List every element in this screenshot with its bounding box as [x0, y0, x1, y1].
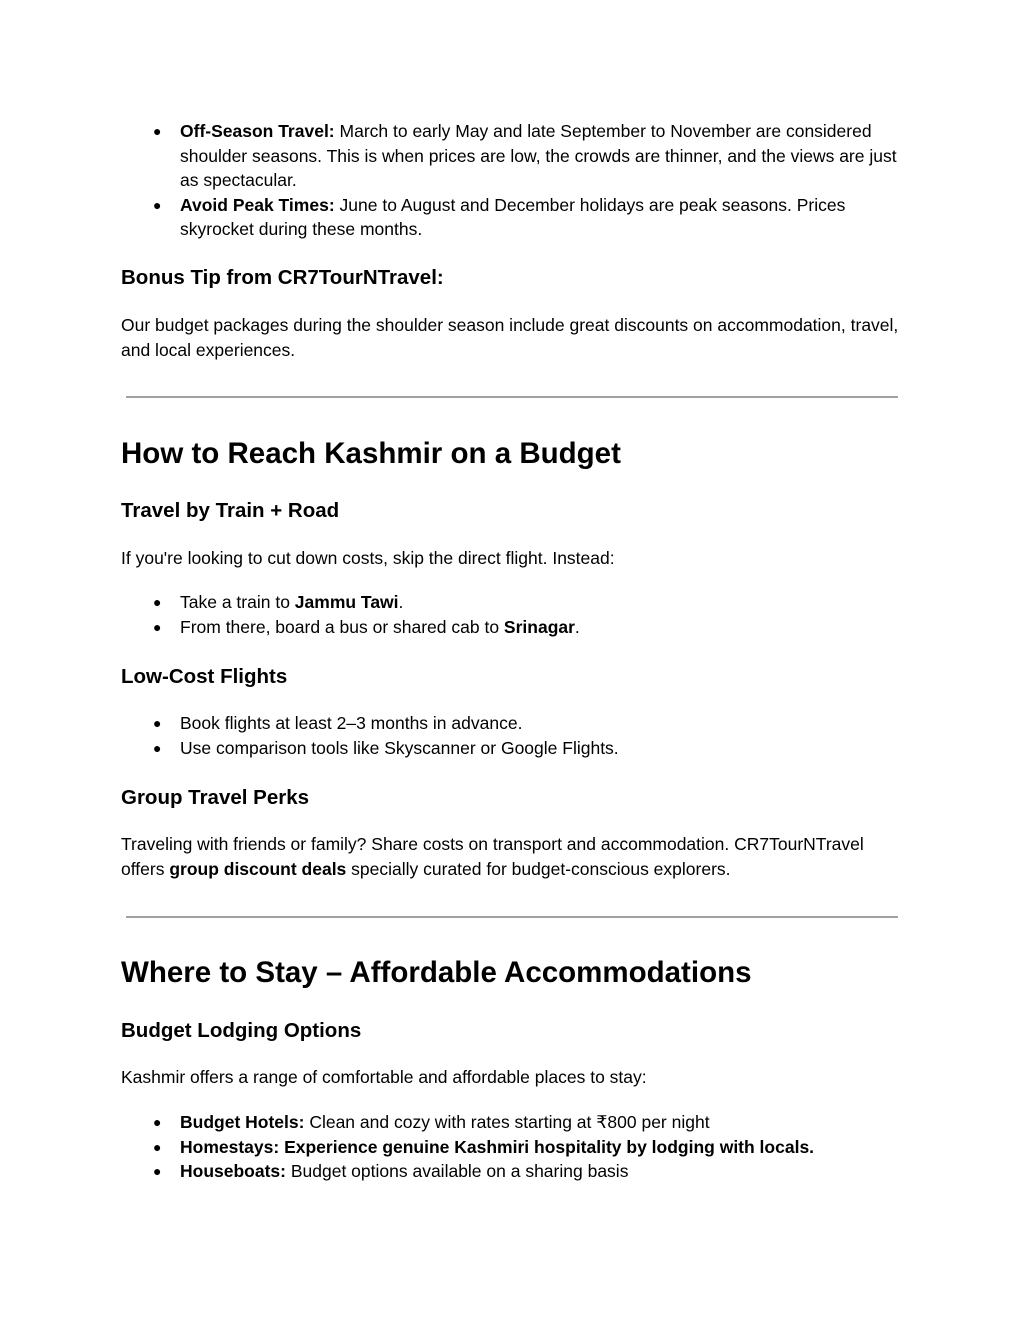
bonus-heading: Bonus Tip from CR7TourNTravel:	[121, 266, 444, 289]
divider	[126, 916, 898, 918]
bullet-icon: ●	[153, 1163, 162, 1179]
list-item-text: Take a train to	[180, 592, 295, 612]
divider	[126, 396, 898, 398]
lodging-intro: Kashmir offers a range of comfortable and affordable places to stay:	[121, 1067, 647, 1087]
bullet-icon: ●	[153, 594, 162, 610]
group-text-post: specially curated for budget-conscious explorers.	[346, 858, 731, 879]
train-road-intro: If you're looking to cut down costs, skip the direct flight. Instead:	[121, 548, 615, 568]
bullet-icon: ●	[153, 715, 162, 731]
bullet-icon: ●	[153, 1138, 162, 1155]
list-item-text: .	[574, 616, 580, 637]
bullet-icon: ●	[153, 739, 162, 756]
lodging-list	[120, 1110, 910, 1184]
group-text-bold: group discount deals	[169, 858, 347, 879]
list-item-text: From there, board a bus or shared cab to	[180, 616, 504, 637]
list-item-text: Book flights at least 2–3 months in advance.	[180, 713, 523, 733]
bullet-icon: ●	[153, 123, 162, 139]
flights-heading: Low-Cost Flights	[121, 665, 288, 688]
list-item-text: Clean and cozy with rates starting at ₹800 per night	[304, 1112, 710, 1132]
list-item	[120, 590, 910, 615]
list-item-bold: Jammu Tawi	[294, 592, 399, 612]
list-item	[120, 1135, 910, 1160]
list-item-label: Budget Hotels:	[180, 1112, 305, 1132]
list-item-label: Houseboats:	[180, 1161, 286, 1181]
list-item-text: June to August and December holidays are peak seasons. Prices skyrocket during these months.	[180, 194, 846, 239]
lodging-heading: Budget Lodging Options	[121, 1019, 362, 1042]
list-item-label: Homestays: Experience genuine Kashmiri hospitality by lodging with locals.	[180, 1136, 815, 1157]
bullet-icon: ●	[153, 196, 162, 213]
list-item	[120, 615, 910, 640]
train-road-list	[120, 590, 910, 639]
list-item	[120, 711, 910, 736]
bullet-icon: ●	[153, 618, 162, 635]
group-text-pre: Traveling with friends or family? Share costs on transport and accommodation. CR7TourNTravel offers	[121, 834, 864, 879]
list-item-text: .	[398, 592, 404, 612]
list-item	[120, 736, 910, 761]
group-heading: Group Travel Perks	[121, 786, 310, 809]
list-item-text: Use comparison tools like Skyscanner or Google Flights.	[180, 737, 619, 758]
list-item-text: Budget options available on a sharing basis	[285, 1161, 629, 1181]
list-item	[120, 1159, 910, 1184]
train-road-heading: Travel by Train + Road	[121, 499, 340, 522]
group-text	[121, 832, 911, 881]
list-item-label: Avoid Peak Times:	[180, 194, 335, 215]
flights-list	[120, 711, 910, 760]
list-item	[120, 193, 910, 242]
list-item-label: Off-Season Travel:	[180, 121, 335, 141]
stay-heading: Where to Stay – Affordable Accommodations	[121, 956, 752, 989]
list-item-text: March to early May and late September to November are considered shoulder seasons. This is when prices are low, the crowds are thinner, and the views are just as spectacular.	[180, 121, 897, 190]
bonus-text: Our budget packages during the shoulder season include great discounts on accommodation, travel, and local experiences.	[121, 315, 899, 360]
bullet-icon: ●	[153, 1114, 162, 1130]
season-tips-list	[120, 119, 910, 242]
list-item	[120, 119, 910, 193]
list-item-bold: Srinagar	[503, 616, 575, 637]
reach-heading: How to Reach Kashmir on a Budget	[121, 437, 621, 470]
list-item	[120, 1110, 910, 1135]
